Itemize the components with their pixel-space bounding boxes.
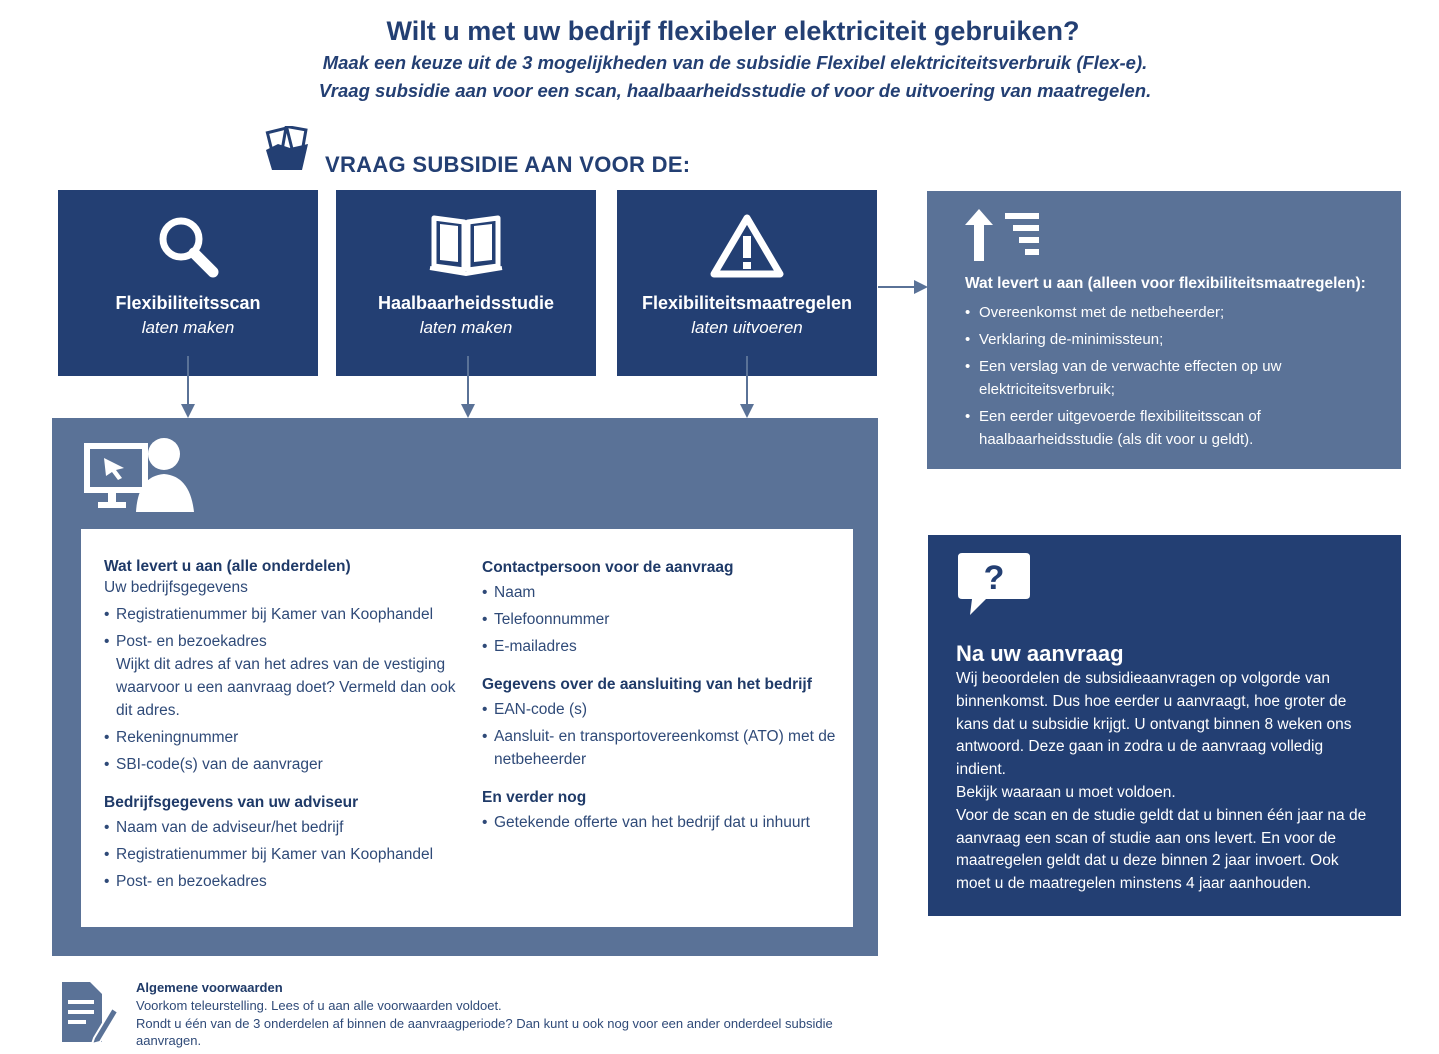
section-heading: Gegevens over de aansluiting van het bedrijf <box>482 676 812 693</box>
option-sublabel: laten uitvoeren <box>691 318 803 337</box>
na-aanvraag-paragraph: Voor de scan en de studie geldt dat u binnen één jaar na de aanvraag een scan of studie aan ons levert. En voor de maatregelen geldt dat u deze binnen 2 jaar invoert. Ook moet u de maatregelen minstens 4 jaar aanhouden. <box>956 806 1367 893</box>
option-label: Flexibiliteitsmaatregelen <box>641 293 853 313</box>
footer-line: Voorkom teleurstelling. Lees of u aan alle voorwaarden voldoet. <box>136 998 502 1013</box>
option-sublabel: laten maken <box>141 318 235 337</box>
list-item: • Een verslag van de verwachte effecten op uw elektriciteitsverbruik; <box>965 355 1395 401</box>
flex-heading: Wat levert u aan (alleen voor flexibiliteitsmaatregelen): <box>965 275 1366 292</box>
svg-text:?: ? <box>983 559 1005 597</box>
list-item: • E-mailadres <box>482 635 842 658</box>
option-flexibiliteitsmaatregelen <box>617 190 877 376</box>
list-item: • Aansluit- en transportovereenkomst (ATO) met de netbeheerder <box>482 725 842 771</box>
arrow-down-icon <box>740 404 754 418</box>
sort-up-icon <box>961 207 1041 263</box>
footer-line: Rondt u één van de 3 onderdelen af binnen de aanvraagperiode? Dan kunt u ook nog voor een ander onderdeel subsidie aanvragen. <box>136 1015 833 1048</box>
list-item: • Registratienummer bij Kamer van Koophandel <box>104 603 464 626</box>
list-item: • Telefoonnummer <box>482 608 842 631</box>
question-bubble-icon <box>956 549 1032 619</box>
list-item: • SBI-code(s) van de aanvrager <box>104 753 464 776</box>
list-item: • Post- en bezoekadres <box>104 870 464 893</box>
page-subtitle-2: Vraag subsidie aan voor een scan, haalbaarheidsstudie of voor de uitvoering van maatregelen. <box>318 80 1152 101</box>
list-item <box>104 630 464 722</box>
option-flexibiliteitsscan <box>58 190 318 376</box>
option-label: Flexibiliteitsscan <box>115 293 261 313</box>
connector-line <box>878 286 918 288</box>
list-item: • Verklaring de-minimissteun; <box>965 328 1395 351</box>
bedrijfsgegevens-list <box>104 603 464 776</box>
na-aanvraag-title: Na uw aanvraag <box>956 641 1124 666</box>
documents-icon <box>262 126 316 174</box>
list-item-text: Post- en bezoekadres <box>116 633 267 650</box>
na-aanvraag-text <box>956 668 1376 896</box>
section-heading: En verder nog <box>482 789 587 806</box>
arrow-down-icon <box>181 404 195 418</box>
list-item: • Rekeningnummer <box>104 726 464 749</box>
page-subtitle-1: Maak een keuze uit de 3 mogelijkheden van de subsidie Flexibel elektriciteitsverbruik (Flex-e). <box>322 52 1148 73</box>
section-subheading: Uw bedrijfsgegevens <box>104 579 248 596</box>
footer-title: Algemene voorwaarden <box>136 980 283 995</box>
magnifier-icon <box>153 212 223 282</box>
list-item: • Getekende offerte van het bedrijf dat u inhuurt <box>482 811 842 834</box>
contact-list <box>482 581 842 658</box>
address-note: Wijkt dit adres af van het adres van de vestiging waarvoor u een aanvraag doet? Vermeld dan ook dit adres. <box>116 656 456 719</box>
book-icon <box>428 212 504 278</box>
page-title: Wilt u met uw bedrijf flexibeler elektriciteit gebruiken? <box>386 16 1080 46</box>
option-label: Haalbaarheidsstudie <box>377 293 555 313</box>
na-aanvraag-paragraph: Wij beoordelen de subsidieaanvragen op volgorde van binnenkomst. Dus hoe eerder u aanvraagt, hoe groter de kans dat u subsidie krijgt. U ontvangt binnen 8 weken ons antwoord. Deze gaan in zodra u de aanvraag volledig indient. <box>956 670 1352 779</box>
adviseur-list <box>104 816 464 893</box>
list-item: • Een eerder uitgevoerde flexibiliteitsscan of haalbaarheidsstudie (als dit voor u geldt). <box>965 405 1395 451</box>
aansluiting-list <box>482 698 842 771</box>
flex-requirements-box <box>927 191 1401 469</box>
connector-line <box>746 356 748 406</box>
footer-text <box>136 997 856 1050</box>
connector-line <box>467 356 469 406</box>
document-pen-icon <box>54 978 120 1046</box>
na-aanvraag-box <box>928 535 1401 916</box>
connector-line <box>187 356 189 406</box>
section-heading: Contactpersoon voor de aanvraag <box>482 559 734 576</box>
list-item: • EAN-code (s) <box>482 698 842 721</box>
arrow-right-icon <box>914 280 928 294</box>
list-item: • Naam <box>482 581 842 604</box>
flex-list <box>965 301 1395 455</box>
list-item: • Naam van de adviseur/het bedrijf <box>104 816 464 839</box>
vraag-subsidie-title: VRAAG SUBSIDIE AAN VOOR DE: <box>325 152 691 177</box>
list-item: • Overeenkomst met de netbeheerder; <box>965 301 1395 324</box>
option-haalbaarheidsstudie <box>336 190 596 376</box>
right-column <box>482 559 842 834</box>
section-heading: Bedrijfsgegevens van uw adviseur <box>104 794 359 811</box>
left-column <box>104 558 464 893</box>
list-item: • Registratienummer bij Kamer van Koophandel <box>104 843 464 866</box>
option-sublabel: laten maken <box>419 318 513 337</box>
voorwaarden-link[interactable]: Bekijk waaraan u moet voldoen. <box>956 783 1176 801</box>
computer-user-icon <box>84 432 196 514</box>
section-heading: Wat levert u aan (alle onderdelen) <box>104 558 351 575</box>
verder-list <box>482 811 842 834</box>
warning-icon <box>710 212 784 280</box>
arrow-down-icon <box>461 404 475 418</box>
